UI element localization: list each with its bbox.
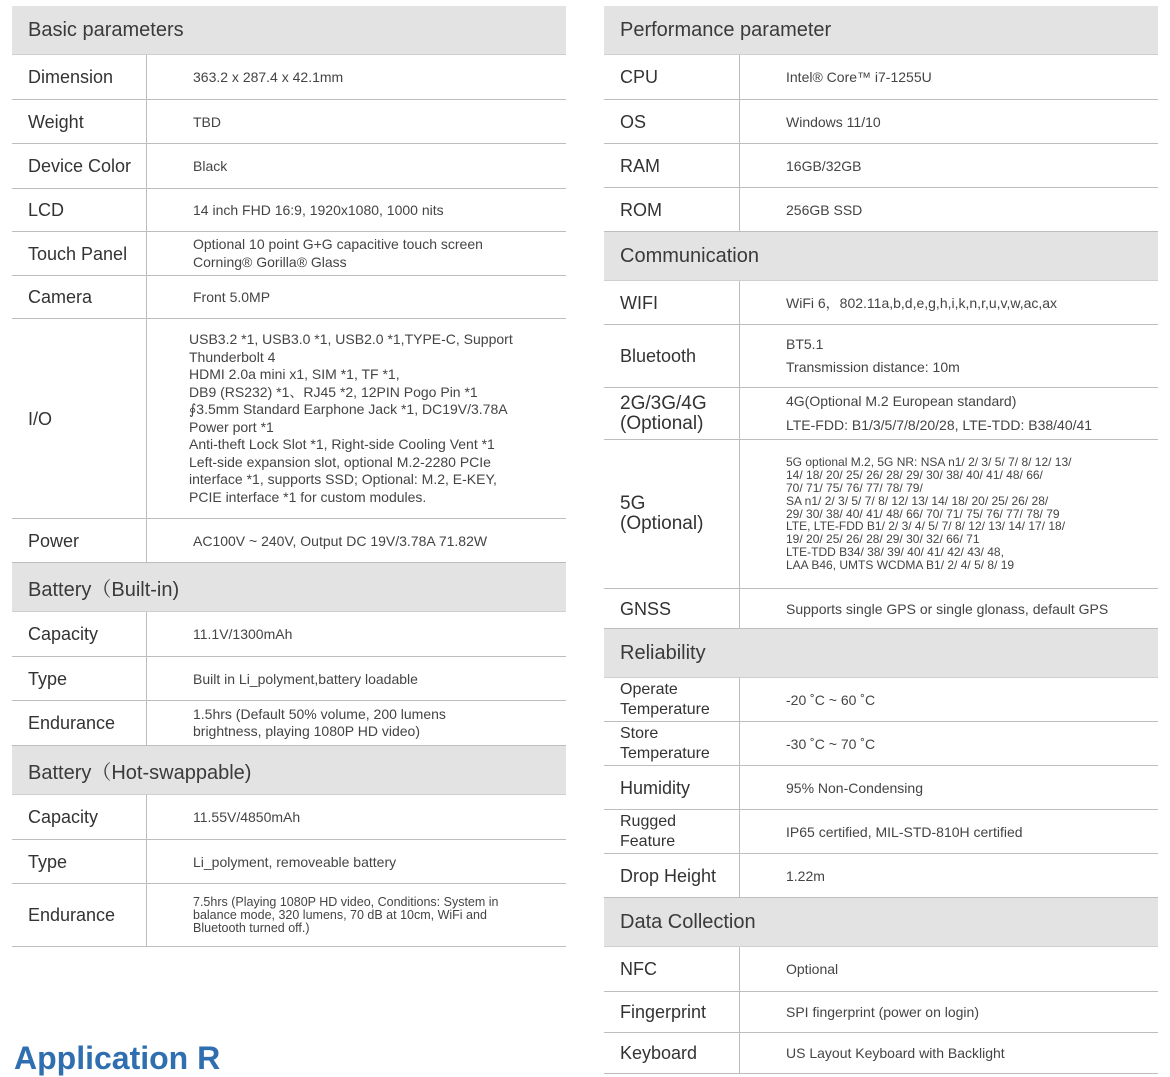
spec-value xyxy=(740,947,1158,991)
spec-value-line: Optional 10 point G+G capacitive touch screen xyxy=(193,236,483,252)
spec-value-line: 4G(Optional M.2 European standard) xyxy=(786,393,1017,409)
spec-label-line: 5G xyxy=(620,493,646,514)
spec-value-line: SPI fingerprint (power on login) xyxy=(786,1004,979,1020)
spec-row-os xyxy=(604,100,1158,144)
spec-label: Dimension xyxy=(12,55,147,99)
spec-value xyxy=(740,100,1158,143)
spec-value-line: Front 5.0MP xyxy=(193,289,271,305)
spec-label: Fingerprint xyxy=(604,992,740,1032)
spec-row-cpu xyxy=(604,55,1158,100)
spec-value-line: 19/ 20/ 25/ 26/ 28/ 29/ 30/ 32/ 66/ 71 xyxy=(786,532,980,547)
spec-value-line: US Layout Keyboard with Backlight xyxy=(786,1045,1005,1061)
spec-value xyxy=(740,388,1158,439)
spec-value xyxy=(147,276,565,318)
spec-label: Type xyxy=(12,840,147,883)
spec-row-device-color xyxy=(12,144,566,189)
spec-value xyxy=(147,144,565,188)
spec-value-line: balance mode, 320 lumens, 70 dB at 10cm, WiFi and xyxy=(193,907,487,922)
spec-value-line: 5G optional M.2, 5G NR: NSA n1/ 2/ 3/ 5/ 7/ 8/ 12/ 13/ xyxy=(786,455,1072,470)
spec-row-humidity xyxy=(604,766,1158,810)
spec-value-line: 1.22m xyxy=(786,867,825,884)
spec-value-line: 11.55V/4850mAh xyxy=(193,809,301,825)
section-battery-hot-swappable: Battery（Hot-swappable) xyxy=(12,746,566,795)
spec-row-capacity xyxy=(12,795,566,840)
spec-row-endurance xyxy=(12,701,566,746)
spec-value xyxy=(740,766,1158,809)
spec-label: Humidity xyxy=(604,766,740,809)
spec-value-line: HDMI 2.0a mini x1, SIM *1, TF *1, xyxy=(189,366,400,382)
spec-value-line: Thunderbolt 4 xyxy=(189,348,276,365)
spec-label: Touch Panel xyxy=(12,232,147,275)
spec-value-line: Corning® Gorilla® Glass xyxy=(193,253,347,270)
spec-label: LCD xyxy=(12,189,147,231)
spec-label: Capacity xyxy=(12,612,147,656)
spec-value-line: LTE, LTE-FDD B1/ 2/ 3/ 4/ 5/ 7/ 8/ 12/ 13/ 14/ 17/ 18/ xyxy=(786,519,1066,534)
spec-label: GNSS xyxy=(604,589,740,628)
spec-value xyxy=(740,678,1158,721)
spec-value xyxy=(147,884,565,946)
spec-row-type xyxy=(12,657,566,701)
spec-value-line: 29/ 30/ 38/ 40/ 41/ 48/ 66/ 70/ 71/ 75/ 76/ 77/ 78/ 79 xyxy=(786,506,1060,521)
spec-value xyxy=(740,55,1158,99)
spec-value-line: 16GB/32GB xyxy=(786,157,862,174)
spec-row-5g-optional xyxy=(604,440,1158,589)
spec-label-line: Rugged xyxy=(620,812,677,830)
spec-row-gnss xyxy=(604,589,1158,629)
spec-value-line: 11.1V/1300mAh xyxy=(193,626,293,642)
spec-label: Power xyxy=(12,519,147,562)
spec-value-line: LTE-TDD B34/ 38/ 39/ 40/ 41/ 42/ 43/ 48, xyxy=(786,544,1004,559)
spec-value-line: IP65 certified, MIL-STD-810H certified xyxy=(786,823,1023,840)
spec-row-ram xyxy=(604,144,1158,188)
section-performance-parameter: Performance parameter xyxy=(604,6,1158,55)
spec-value-line: ∮3.5mm Standard Earphone Jack *1, DC19V/3.78A xyxy=(189,401,508,417)
spec-row-lcd xyxy=(12,189,566,232)
spec-value xyxy=(147,612,565,656)
spec-label-line: (Optional) xyxy=(620,513,704,534)
spec-row-keyboard xyxy=(604,1033,1158,1074)
spec-value xyxy=(147,701,565,745)
spec-label: Drop Height xyxy=(604,854,740,897)
spec-value-line: 7.5hrs (Playing 1080P HD video, Conditions: System in xyxy=(193,894,499,909)
spec-value xyxy=(147,795,565,839)
spec-label-line: Temperature xyxy=(620,700,710,718)
spec-value-line: 1.5hrs (Default 50% volume, 200 lumens xyxy=(193,705,446,722)
spec-row-touch-panel xyxy=(12,232,566,276)
spec-row-fingerprint xyxy=(604,992,1158,1033)
spec-row-camera xyxy=(12,276,566,319)
spec-value xyxy=(147,657,565,700)
spec-row-wifi xyxy=(604,281,1158,325)
spec-value xyxy=(740,854,1158,897)
spec-value xyxy=(147,189,565,231)
spec-value-line: 256GB SSD xyxy=(786,201,863,218)
spec-value-line: 95% Non-Condensing xyxy=(786,779,923,796)
spec-label: Bluetooth xyxy=(604,325,740,387)
spec-row-nfc xyxy=(604,947,1158,992)
spec-value xyxy=(740,589,1158,628)
spec-value xyxy=(740,144,1158,187)
spec-label: Type xyxy=(12,657,147,700)
spec-label: Capacity xyxy=(12,795,147,839)
application-heading: Application R xyxy=(14,1040,221,1076)
spec-row-dimension xyxy=(12,55,566,100)
spec-value-line: Bluetooth turned off.) xyxy=(193,920,310,935)
spec-row-capacity xyxy=(12,612,566,657)
spec-row-rom xyxy=(604,188,1158,232)
spec-value-line: Transmission distance: 10m xyxy=(786,359,960,375)
spec-label: OS xyxy=(604,100,740,143)
spec-value-line: Optional xyxy=(786,961,839,977)
spec-value-line: Windows 11/10 xyxy=(786,113,881,130)
spec-row-weight xyxy=(12,100,566,144)
spec-value-line: 70/ 71/ 75/ 76/ 77/ 78/ 79/ xyxy=(786,481,923,495)
spec-label-line: Operate xyxy=(620,680,678,698)
spec-label: Camera xyxy=(12,276,147,318)
spec-value-line: WiFi 6，802.11a,b,d,e,g,h,i,k,n,r,u,v,w,ac,ax xyxy=(786,294,1058,311)
spec-value xyxy=(147,100,565,143)
spec-value-line: 14 inch FHD 16:9, 1920x1080, 1000 nits xyxy=(193,202,444,218)
spec-row-2g-3g-4g-optional xyxy=(604,388,1158,440)
spec-value-line: BT5.1 xyxy=(786,335,824,352)
section-basic-parameters: Basic parameters xyxy=(12,6,566,55)
spec-label xyxy=(604,388,740,439)
spec-value xyxy=(740,188,1158,231)
spec-value-line: interface *1, supports SSD; Optional: M.2, E-KEY, xyxy=(189,471,497,487)
spec-value-line: AC100V ~ 240V, Output DC 19V/3.78A 71.82W xyxy=(193,532,488,549)
spec-label: Keyboard xyxy=(604,1033,740,1073)
spec-value-line: Intel® Core™ i7-1255U xyxy=(786,69,932,85)
spec-value xyxy=(740,810,1158,853)
spec-value-line: Li_polyment, removeable battery xyxy=(193,853,397,870)
spec-value-line: brightness, playing 1080P HD video) xyxy=(193,723,420,739)
spec-label: CPU xyxy=(604,55,740,99)
section-reliability: Reliability xyxy=(604,629,1158,678)
spec-value-line: Anti-theft Lock Slot *1, Right-side Cooling Vent *1 xyxy=(189,436,495,452)
spec-value-line: LAA B46, UMTS WCDMA B1/ 2/ 4/ 5/ 8/ 19 xyxy=(786,557,1015,572)
section-data-collection: Data Collection xyxy=(604,898,1158,947)
spec-row-power xyxy=(12,519,566,563)
spec-row-bluetooth xyxy=(604,325,1158,388)
left-column xyxy=(12,6,566,947)
spec-value xyxy=(740,1033,1158,1073)
spec-value-line: -30 ˚C ~ 70 ˚C xyxy=(786,735,876,752)
section-battery-built-in: Battery（Built-in) xyxy=(12,563,566,612)
spec-value xyxy=(740,992,1158,1032)
spec-label xyxy=(604,678,740,721)
spec-row-type xyxy=(12,840,566,884)
spec-label: WIFI xyxy=(604,281,740,324)
spec-label-line: Temperature xyxy=(620,744,710,762)
spec-value-line: LTE-FDD: B1/3/5/7/8/20/28, LTE-TDD: B38/40/41 xyxy=(786,416,1093,433)
spec-value-line: USB3.2 *1, USB3.0 *1, USB2.0 *1,TYPE-C, Support xyxy=(189,331,513,347)
spec-value-line: 14/ 18/ 20/ 25/ 26/ 28/ 29/ 30/ 38/ 40/ 41/ 48/ 66/ xyxy=(786,468,1043,483)
spec-value xyxy=(740,440,1158,588)
spec-value xyxy=(147,840,565,883)
spec-label-line: Feature xyxy=(620,832,676,850)
spec-row-operate-temperature xyxy=(604,678,1158,722)
spec-label: RAM xyxy=(604,144,740,187)
spec-row-i-o xyxy=(12,319,566,519)
spec-value-line: Power port *1 xyxy=(189,418,274,435)
spec-label xyxy=(604,810,740,853)
spec-value-line: Black xyxy=(193,158,228,174)
spec-value-line: DB9 (RS232) *1、RJ45 *2, 12PIN Pogo Pin *1 xyxy=(189,383,478,400)
spec-value-line: -20 ˚C ~ 60 ˚C xyxy=(786,691,876,708)
spec-value xyxy=(740,325,1158,387)
spec-row-rugged-feature xyxy=(604,810,1158,854)
spec-value-line: PCIE interface *1 for custom modules. xyxy=(189,488,427,505)
spec-label: ROM xyxy=(604,188,740,231)
spec-label-line: 2G/3G/4G xyxy=(620,392,707,414)
spec-value xyxy=(147,55,565,99)
spec-value xyxy=(147,232,565,275)
spec-value xyxy=(740,281,1158,324)
spec-row-endurance xyxy=(12,884,566,947)
spec-label: NFC xyxy=(604,947,740,991)
spec-value-line: 363.2 x 287.4 x 42.1mm xyxy=(193,69,344,85)
spec-label: Endurance xyxy=(12,884,147,946)
spec-label xyxy=(604,722,740,765)
spec-label: Weight xyxy=(12,100,147,143)
spec-label-line: (Optional) xyxy=(620,412,704,434)
spec-row-drop-height xyxy=(604,854,1158,898)
spec-row-store-temperature xyxy=(604,722,1158,766)
spec-value-line: SA n1/ 2/ 3/ 5/ 7/ 8/ 12/ 13/ 14/ 18/ 20/ 25/ 26/ 28/ xyxy=(786,493,1049,508)
spec-value-line: TBD xyxy=(193,113,221,130)
spec-value xyxy=(147,519,565,562)
spec-value-line: Left-side expansion slot, optional M.2-2280 PCIe xyxy=(189,453,491,470)
right-column xyxy=(604,6,1158,1074)
spec-value xyxy=(147,319,565,518)
spec-value-line: Built in Li_polyment,battery loadable xyxy=(193,670,418,687)
section-communication: Communication xyxy=(604,232,1158,281)
spec-label: I/O xyxy=(12,319,147,518)
spec-label: Endurance xyxy=(12,701,147,745)
spec-label-line: Store xyxy=(620,724,659,742)
spec-label xyxy=(604,440,740,588)
spec-value-line: Supports single GPS or single glonass, default GPS xyxy=(786,600,1109,617)
spec-label: Device Color xyxy=(12,144,147,188)
spec-value xyxy=(740,722,1158,765)
